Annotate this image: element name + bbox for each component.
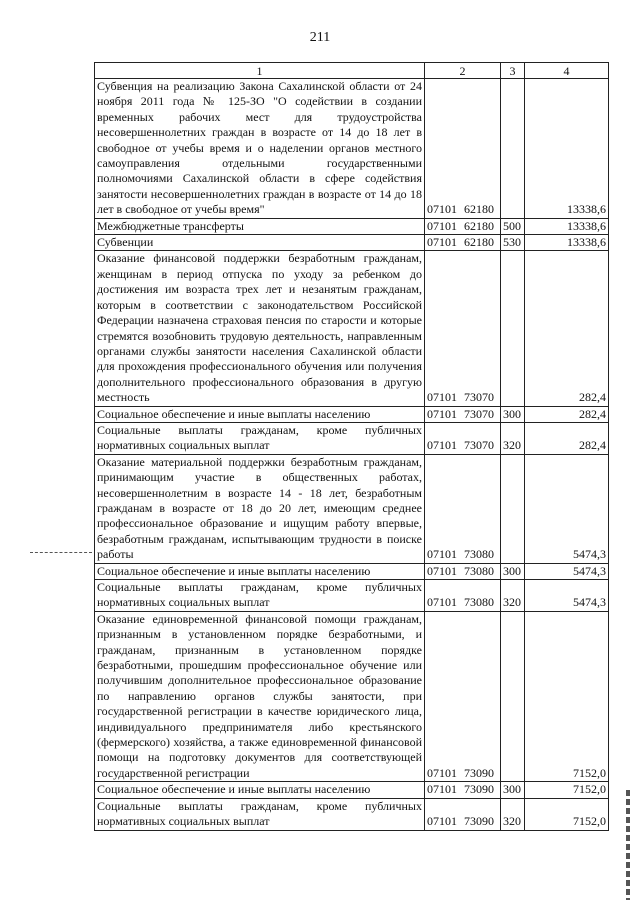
row-expense-type: 530 xyxy=(501,235,525,251)
row-name: Оказание финансовой поддержки безработным гражданам, женщинам в период отпуска по уходу за ребенком до достижения им возраста трех лет и незанятым гражданам, которым в соответствии с законодательством Российской Федерации назначена страховая пенсия по старости и которые стремятся возобновить трудовую деятельность, направленным органами службы занятости населения Сахалинской области для прохождения профессионального обучения или получения дополнительного профессионального образования в другую местность xyxy=(95,251,425,406)
row-code-direction: 73070 xyxy=(464,406,494,421)
row-code xyxy=(425,251,501,406)
row-code-direction: 73070 xyxy=(464,438,494,453)
table-row xyxy=(95,611,609,781)
row-amount: 5474,3 xyxy=(525,454,609,563)
row-amount: 7152,0 xyxy=(525,611,609,781)
row-code-program: 07101 xyxy=(427,406,457,421)
row-code xyxy=(425,218,501,234)
header-cell-3: 3 xyxy=(501,63,525,79)
row-expense-type xyxy=(501,611,525,781)
row-name: Оказание единовременной финансовой помощи гражданам, признанным в установленном порядке безработными, и гражданам, признанным в установленном порядке безработными, прошедшим профессиональное обучение или получившим дополнительное профессиональное образование по направлению органов службы занятости, при государственной регистрации в качестве юридического лица, индивидуального предпринимателя либо крестьянского (фермерского) хозяйства, а также единовременной финансовой помощи на подготовку документов для соответствующей государственной регистрации xyxy=(95,611,425,781)
row-code xyxy=(425,406,501,422)
table-row xyxy=(95,218,609,234)
row-name: Социальное обеспечение и иные выплаты населению xyxy=(95,563,425,579)
row-amount: 282,4 xyxy=(525,406,609,422)
row-expense-type xyxy=(501,79,525,219)
row-amount: 5474,3 xyxy=(525,563,609,579)
row-name: Социальные выплаты гражданам, кроме публичных нормативных социальных выплат xyxy=(95,798,425,830)
row-code xyxy=(425,782,501,798)
row-code-direction: 73080 xyxy=(464,547,494,562)
row-name: Оказание материальной поддержки безработным гражданам, принимающим участие в общественных работах, несовершеннолетним в возрасте 14 - 18 лет, безработным гражданам в возрасте от 18 до 20 лет, имеющим среднее профессиональное образование и ищущим работу впервые, безработным гражданам, испытывающим трудности в поиске работы xyxy=(95,454,425,563)
row-name: Субвенции xyxy=(95,235,425,251)
row-code-direction: 73090 xyxy=(464,765,494,780)
row-code-direction: 62180 xyxy=(464,218,494,233)
row-code xyxy=(425,798,501,830)
row-code-direction: 73080 xyxy=(464,595,494,610)
table-row xyxy=(95,454,609,563)
row-code-program: 07101 xyxy=(427,765,457,780)
row-code-program: 07101 xyxy=(427,438,457,453)
table-row xyxy=(95,580,609,612)
row-code xyxy=(425,580,501,612)
row-expense-type: 300 xyxy=(501,782,525,798)
table-row xyxy=(95,563,609,579)
row-code-program: 07101 xyxy=(427,595,457,610)
row-code xyxy=(425,611,501,781)
page-number: 211 xyxy=(309,30,331,45)
table-row xyxy=(95,422,609,454)
row-code-direction: 73090 xyxy=(464,814,494,829)
table-row xyxy=(95,79,609,219)
row-expense-type: 500 xyxy=(501,218,525,234)
row-amount: 282,4 xyxy=(525,422,609,454)
table-header-row xyxy=(95,63,609,79)
row-code-program: 07101 xyxy=(427,563,457,578)
row-amount: 7152,0 xyxy=(525,782,609,798)
row-name: Межбюджетные трансферты xyxy=(95,218,425,234)
row-name: Социальное обеспечение и иные выплаты населению xyxy=(95,782,425,798)
row-expense-type: 300 xyxy=(501,563,525,579)
scan-dash-mark xyxy=(30,552,92,553)
header-cell-2: 2 xyxy=(425,63,501,79)
row-code-program: 07101 xyxy=(427,814,457,829)
row-code-program: 07101 xyxy=(427,218,457,233)
row-code-program: 07101 xyxy=(427,235,457,250)
row-code-direction: 73080 xyxy=(464,563,494,578)
budget-table xyxy=(94,62,609,831)
row-name: Субвенция на реализацию Закона Сахалинской области от 24 ноября 2011 года № 125-ЗО "О содействии в создании временных рабочих мест для трудоустройства несовершеннолетних граждан в возрасте от 14 до 18 лет в свободное от учебы время и о наделении органов местного самоуправления отдельными государственными полномочиями Сахалинской области в сфере содействия занятости несовершеннолетних граждан в возрасте от 14 до 18 лет в свободное от учебы время" xyxy=(95,79,425,219)
row-code xyxy=(425,454,501,563)
row-name: Социальное обеспечение и иные выплаты населению xyxy=(95,406,425,422)
row-code xyxy=(425,422,501,454)
row-expense-type: 320 xyxy=(501,580,525,612)
row-expense-type: 320 xyxy=(501,798,525,830)
row-code xyxy=(425,235,501,251)
row-code-program: 07101 xyxy=(427,390,457,405)
table-row xyxy=(95,251,609,406)
row-code xyxy=(425,79,501,219)
row-code-direction: 62180 xyxy=(464,202,494,217)
table-row xyxy=(95,782,609,798)
row-code-program: 07101 xyxy=(427,202,457,217)
row-name: Социальные выплаты гражданам, кроме публичных нормативных социальных выплат xyxy=(95,422,425,454)
row-expense-type: 300 xyxy=(501,406,525,422)
row-amount: 7152,0 xyxy=(525,798,609,830)
row-code-program: 07101 xyxy=(427,782,457,797)
table-row xyxy=(95,235,609,251)
row-amount: 5474,3 xyxy=(525,580,609,612)
row-amount: 13338,6 xyxy=(525,218,609,234)
row-amount: 13338,6 xyxy=(525,79,609,219)
header-cell-4: 4 xyxy=(525,63,609,79)
scan-edge-mark xyxy=(626,790,630,900)
row-code-program: 07101 xyxy=(427,547,457,562)
table-row xyxy=(95,798,609,830)
header-cell-1: 1 xyxy=(95,63,425,79)
row-expense-type xyxy=(501,454,525,563)
table-row xyxy=(95,406,609,422)
row-code-direction: 73090 xyxy=(464,782,494,797)
row-code xyxy=(425,563,501,579)
row-expense-type: 320 xyxy=(501,422,525,454)
row-amount: 13338,6 xyxy=(525,235,609,251)
row-code-direction: 62180 xyxy=(464,235,494,250)
row-amount: 282,4 xyxy=(525,251,609,406)
row-name: Социальные выплаты гражданам, кроме публичных нормативных социальных выплат xyxy=(95,580,425,612)
row-code-direction: 73070 xyxy=(464,390,494,405)
row-expense-type xyxy=(501,251,525,406)
